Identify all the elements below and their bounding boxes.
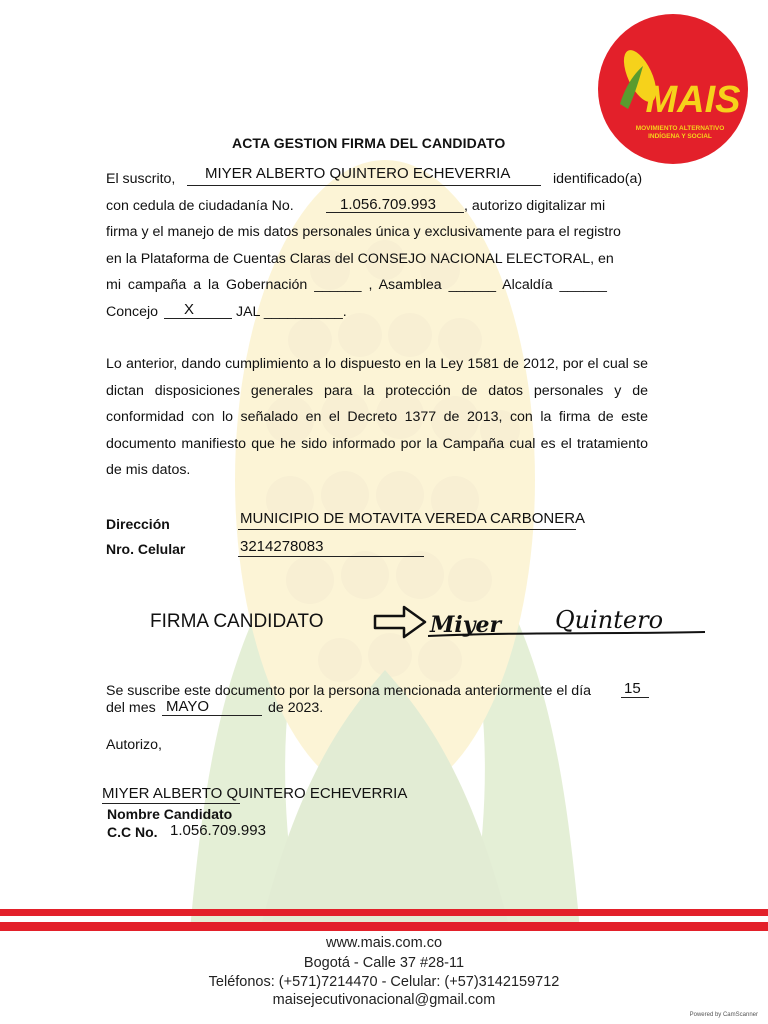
day-fill: 15 <box>624 680 641 697</box>
footer-stripe-top <box>0 909 768 916</box>
month-underline <box>162 715 262 716</box>
closing-line1: Se suscribe este documento por la persona mencionada anteriormente el día <box>106 683 592 699</box>
p1-line2-start: con cedula de ciudadanía No. <box>106 198 294 214</box>
p1-line1-start: El suscrito, <box>106 171 176 187</box>
p1-line4: en la Plataforma de Cuentas Claras del CONSEJO NACIONAL ELECTORAL, en <box>106 251 614 267</box>
logo-sub2: INDÍGENA Y SOCIAL <box>648 133 712 140</box>
camscanner-badge: Powered by CamScanner <box>689 1012 758 1018</box>
month-fill: MAYO <box>166 698 210 715</box>
direccion-label: Dirección <box>106 516 170 532</box>
celular-value: 3214278083 <box>240 538 324 555</box>
logo-sub1: MOVIMIENTO ALTERNATIVO <box>635 125 725 132</box>
p1-line3: firma y el manejo de mis datos personales única y exclusivamente para el registro <box>106 224 621 240</box>
document-title: ACTA GESTION FIRMA DEL CANDIDATO <box>232 135 506 151</box>
candidate-name-underline <box>102 803 240 804</box>
name-fill: MIYER ALBERTO QUINTERO ECHEVERRIA <box>205 165 511 182</box>
p1-line6-start: Concejo <box>106 304 159 320</box>
p1-line2-end: , autorizo digitalizar mi <box>464 198 606 214</box>
cc-value: 1.056.709.993 <box>170 822 266 839</box>
footer-address: Bogotá - Calle 37 #28-11 <box>303 955 465 971</box>
p1-line6-end: JAL __________. <box>236 304 347 320</box>
concejo-mark: X <box>184 301 195 318</box>
signature-label: FIRMA CANDIDATO <box>150 611 324 632</box>
candidate-name: MIYER ALBERTO QUINTERO ECHEVERRIA <box>102 785 408 802</box>
logo-wordmark: MAIS <box>645 79 741 121</box>
candidate-name-label: Nombre Candidato <box>107 806 233 822</box>
signature-word1: Miyer <box>430 612 502 638</box>
celular-label: Nro. Celular <box>106 541 186 557</box>
day-underline <box>621 697 649 698</box>
footer-stripe-bottom <box>0 922 768 931</box>
legal-paragraph: Lo anterior, dando cumplimiento a lo dispuesto en la Ley 1581 de 2012, por el cual se dictan disposiciones generales para la protección de datos personales y de conformidad con lo señalado en el Decreto 1377 de 2013, con la firma de este documento manifiesto que he sido informado por la Campaña cual es el tratamiento de mis datos. <box>106 356 648 478</box>
autorizo-text: Autorizo, <box>106 737 162 753</box>
footer-phones: Teléfonos: (+571)7214470 - Celular: (+57)3142159712 <box>208 974 560 990</box>
mais-logo <box>598 14 748 164</box>
p1-line5: mi campaña a la Gobernación ______ , Asamblea ______ Alcaldía ______ <box>106 277 607 293</box>
closing-line2-end: de 2023. <box>268 700 324 716</box>
footer-web: www.mais.com.co <box>325 935 443 951</box>
direccion-value: MUNICIPIO DE MOTAVITA VEREDA CARBONERA <box>240 510 586 527</box>
celular-underline <box>238 556 424 557</box>
id-fill: 1.056.709.993 <box>340 196 436 213</box>
closing-line2-start: del mes <box>106 700 156 716</box>
direccion-underline <box>238 529 576 530</box>
concejo-underline <box>164 318 232 319</box>
footer-email: maisejecutivonacional@gmail.com <box>272 992 496 1008</box>
cc-label: C.C No. <box>107 824 158 840</box>
signature-word2: Quintero <box>555 606 664 634</box>
handwritten-signature <box>420 596 710 646</box>
p1-line1-end: identificado(a) <box>553 171 643 187</box>
name-underline <box>187 185 541 186</box>
